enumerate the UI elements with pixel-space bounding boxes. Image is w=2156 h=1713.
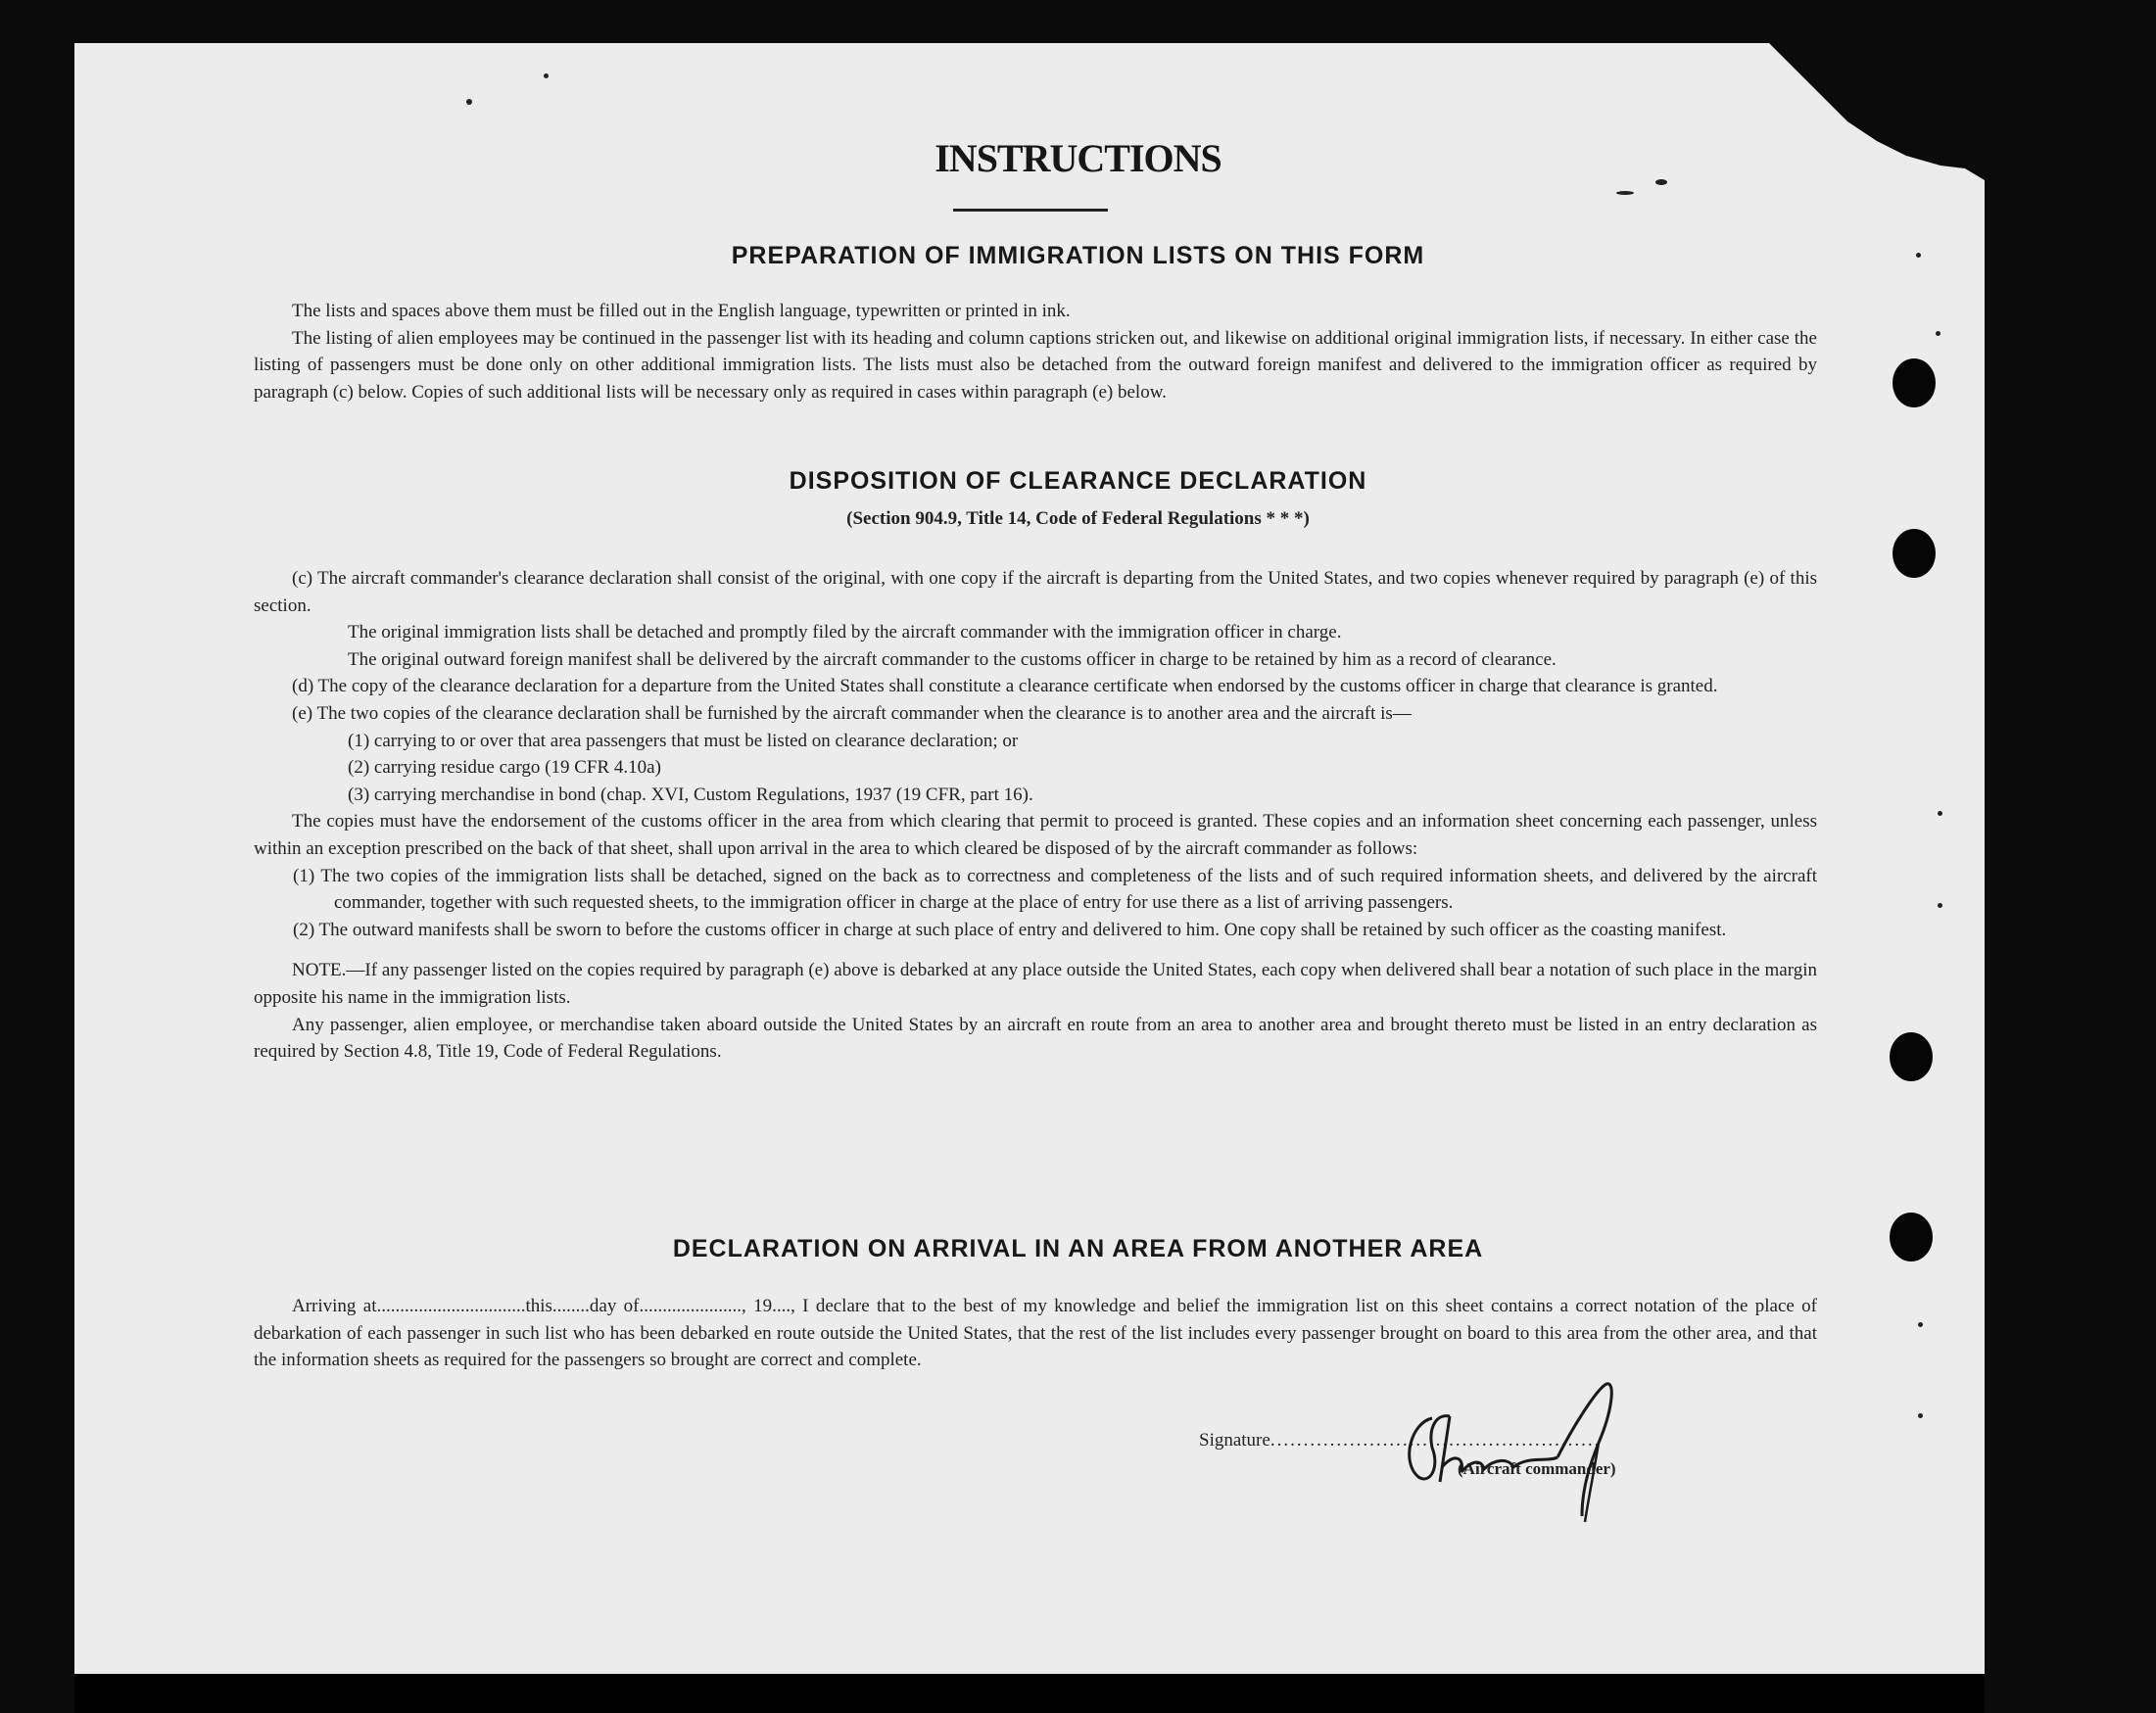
- disposition-text: [254, 565, 1817, 1066]
- declaration-paragraph: Arriving at................................this........day of......................, 19...., I declare that to the best of my knowledge and belief the immigration list on this sheet contains a correct notation of the place of debarkation of each passenger in such list who has been debarked en route outside the United States, that the rest of the list includes every passenger brought on board to this area from the other area, and that the information sheets as required for the passengers so brought are correct and complete.: [254, 1296, 1817, 1371]
- signature-dots: ..................................................: [1270, 1430, 1602, 1451]
- scan-speck: [466, 99, 472, 105]
- list-item: (1) The two copies of the immigration lists shall be detached, signed on the back as to correctness and completeness of the lists and of such required information sheets, and delivered by the aircraft commander, together with such requested sheets, to the immigration officer in charge at the place of entry for use there as a list of arriving passengers.: [293, 865, 1817, 914]
- list-item: (2) The outward manifests shall be sworn to before the customs officer in charge at such place of entry and delivered to him. One copy shall be retained by such officer as the coasting manifest.: [293, 919, 1727, 940]
- punch-hole: [1892, 529, 1936, 578]
- page-title: INSTRUCTIONS: [934, 136, 1222, 180]
- scan-border: [74, 1674, 1985, 1713]
- declaration-text: [254, 1293, 1817, 1374]
- handwritten-signature: [1371, 1369, 1665, 1526]
- paragraph: The lists and spaces above them must be filled out in the English language, typewritten or printed in ink.: [292, 301, 1071, 321]
- list-item: (2) carrying residue cargo (19 CFR 4.10a): [348, 757, 661, 779]
- paragraph-d: (d) The copy of the clearance declaration for a departure from the United States shall constitute a clearance certificate when endorsed by the customs officer in charge that clearance is granted.: [292, 676, 1718, 697]
- signature-label: Signature: [1199, 1430, 1270, 1451]
- scan-speck: [1938, 811, 1942, 816]
- scan-speck: [1918, 1322, 1923, 1327]
- punch-hole: [1890, 1032, 1933, 1081]
- paragraph: The listing of alien employees may be continued in the passenger list with its heading and column captions stricken out, and likewise on additional original immigration lists, if necessary. In either case the listing of passengers must be done only on other additional immigration lists. The lists must also be detached from the outward foreign manifest and delivered to the immigration officer as required by paragraph (c) below. Copies of such additional lists will be necessary only as required in cases within paragraph (e) below.: [254, 327, 1817, 403]
- section-heading-preparation: PREPARATION OF IMMIGRATION LISTS ON THIS FORM: [731, 242, 1425, 269]
- punch-hole: [1892, 358, 1936, 407]
- section-subheading-citation: (Section 904.9, Title 14, Code of Federal Regulations * * *): [846, 508, 1310, 529]
- list-item: (3) carrying merchandise in bond (chap. XVI, Custom Regulations, 1937 (19 CFR, part 16).: [348, 784, 1033, 805]
- scan-speck: [1918, 1413, 1923, 1418]
- note: NOTE.—If any passenger listed on the copies required by paragraph (e) above is debarked at any place outside the United States, each copy when delivered shall bear a notation of such place in the margin opposite his name in the immigration lists.: [254, 960, 1817, 1008]
- scan-speck: [1938, 903, 1942, 908]
- section-heading-disposition: DISPOSITION OF CLEARANCE DECLARATION: [789, 467, 1367, 495]
- paragraph: The original outward foreign manifest shall be delivered by the aircraft commander to the customs officer in charge to be retained by him as a record of clearance.: [348, 648, 1557, 670]
- note: Any passenger, alien employee, or merchandise taken aboard outside the United States by an aircraft en route from an area to another area and brought thereto must be listed in an entry declaration as required by Section 4.8, Title 19, Code of Federal Regulations.: [254, 1014, 1817, 1063]
- preparation-text: [254, 298, 1817, 405]
- title-underline: [953, 209, 1108, 212]
- paragraph-c: (c) The aircraft commander's clearance declaration shall consist of the original, with one copy if the aircraft is departing from the United States, and two copies whenever required by paragraph (e) of this section.: [254, 568, 1817, 616]
- scan-speck: [1936, 331, 1940, 336]
- list-item: (1) carrying to or over that area passengers that must be listed on clearance declaration; or: [348, 730, 1019, 751]
- paragraph: The original immigration lists shall be detached and promptly filed by the aircraft commander with the immigration officer in charge.: [348, 622, 1342, 643]
- scan-speck: [544, 73, 549, 78]
- paragraph-e: (e) The two copies of the clearance declaration shall be furnished by the aircraft commander when the clearance is to another area and the aircraft is—: [292, 702, 1412, 724]
- signature-caption: (Aircraft commander): [1458, 1459, 1616, 1478]
- scan-speck: [1616, 191, 1634, 195]
- section-heading-declaration: DECLARATION ON ARRIVAL IN AN AREA FROM ANOTHER AREA: [672, 1235, 1484, 1262]
- paragraph: The copies must have the endorsement of the customs officer in the area from which clearing that permit to proceed is granted. These copies and an information sheet concerning each passenger, unless within an exception prescribed on the back of that sheet, shall upon arrival in the area to which cleared be disposed of by the aircraft commander as follows:: [254, 811, 1817, 859]
